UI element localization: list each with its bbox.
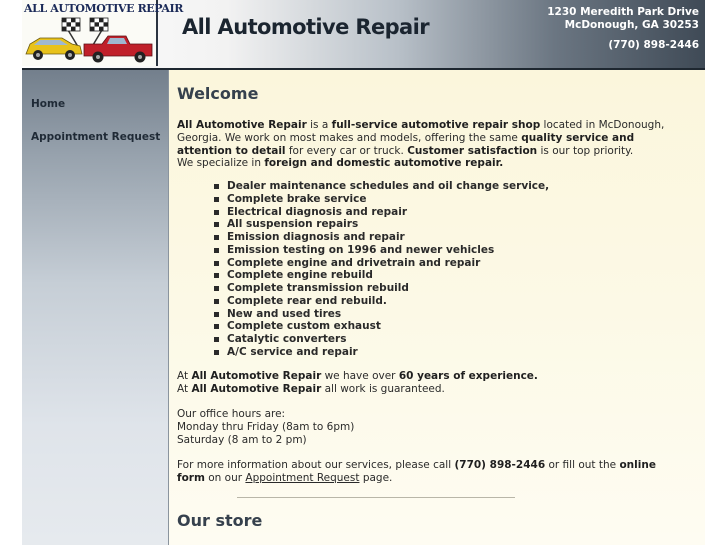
welcome-heading: Welcome <box>177 84 259 103</box>
address-line-2: McDonough, GA 30253 <box>564 19 699 31</box>
service-list-item: Electrical diagnosis and repair <box>213 206 549 219</box>
experience-text: At All Automotive Repair we have over 60 years of experience. <box>177 370 538 382</box>
service-list-item: All suspension repairs <box>213 218 549 231</box>
specialize-text: We specialize in foreign and domestic automotive repair. <box>177 157 504 170</box>
contact-info <box>547 6 699 52</box>
address-line-1: 1230 Meredith Park Drive <box>547 6 699 18</box>
nav-item-home[interactable]: Home <box>31 98 66 110</box>
logo-cars-icon <box>22 14 156 66</box>
more-info-paragraph <box>177 459 683 485</box>
nav-item-appointment-request[interactable]: Appointment Request <box>31 131 161 143</box>
service-list-item: Complete engine rebuild <box>213 269 549 282</box>
our-store-heading: Our store <box>177 511 263 530</box>
service-list-item: Complete engine and drivetrain and repair <box>213 257 549 270</box>
sidebar-nav <box>22 70 169 545</box>
service-list-item: Emission testing on 1996 and newer vehicles <box>213 244 549 257</box>
site-title: All Automotive Repair <box>182 15 429 39</box>
service-list-item: Complete brake service <box>213 193 549 206</box>
page-margin-right <box>705 0 727 545</box>
hours-title: Our office hours are: <box>177 408 286 420</box>
section-divider <box>237 497 515 498</box>
intro-text: All Automotive Repair is a full-service automotive repair shop located in McDonough, Georgia. We work on most makes and models, offering the same quality service and attention to detail for every car or truck. Customer satisfaction is our top priority. <box>177 119 665 157</box>
hours-weekday: Monday thru Friday (8am to 6pm) <box>177 420 355 433</box>
service-list-item: A/C service and repair <box>213 346 549 359</box>
service-list-item: Emission diagnosis and repair <box>213 231 549 244</box>
logo-text: ALL AUTOMOTIVE REPAIR <box>24 2 183 15</box>
main-content <box>169 70 705 545</box>
service-list-item: Catalytic converters <box>213 333 549 346</box>
site-header <box>22 0 705 70</box>
service-list-item: New and used tires <box>213 308 549 321</box>
service-list-item: Complete custom exhaust <box>213 320 549 333</box>
more-info-end: page. <box>359 471 393 484</box>
page-margin-left <box>0 0 22 545</box>
hours-saturday: Saturday (8 am to 2 pm) <box>177 433 307 446</box>
intro-paragraph <box>177 119 683 170</box>
red-truck-icon <box>84 36 152 63</box>
service-list-item: Complete transmission rebuild <box>213 282 549 295</box>
yellow-car-icon <box>26 38 82 60</box>
guarantee-text: At All Automotive Repair all work is guaranteed. <box>177 382 445 395</box>
appointment-request-link[interactable]: Appointment Request <box>245 471 360 484</box>
phone-number: (770) 898-2446 <box>608 39 699 51</box>
service-list-item: Dealer maintenance schedules and oil change service, <box>213 180 549 193</box>
service-list-item: Complete rear end rebuild. <box>213 295 549 308</box>
office-hours <box>177 408 683 446</box>
more-info-text: For more information about our services, please call (770) 898-2446 or fill out the online form on our <box>177 459 656 484</box>
logo[interactable] <box>22 0 183 66</box>
experience-paragraph <box>177 370 683 396</box>
services-list <box>213 180 549 359</box>
